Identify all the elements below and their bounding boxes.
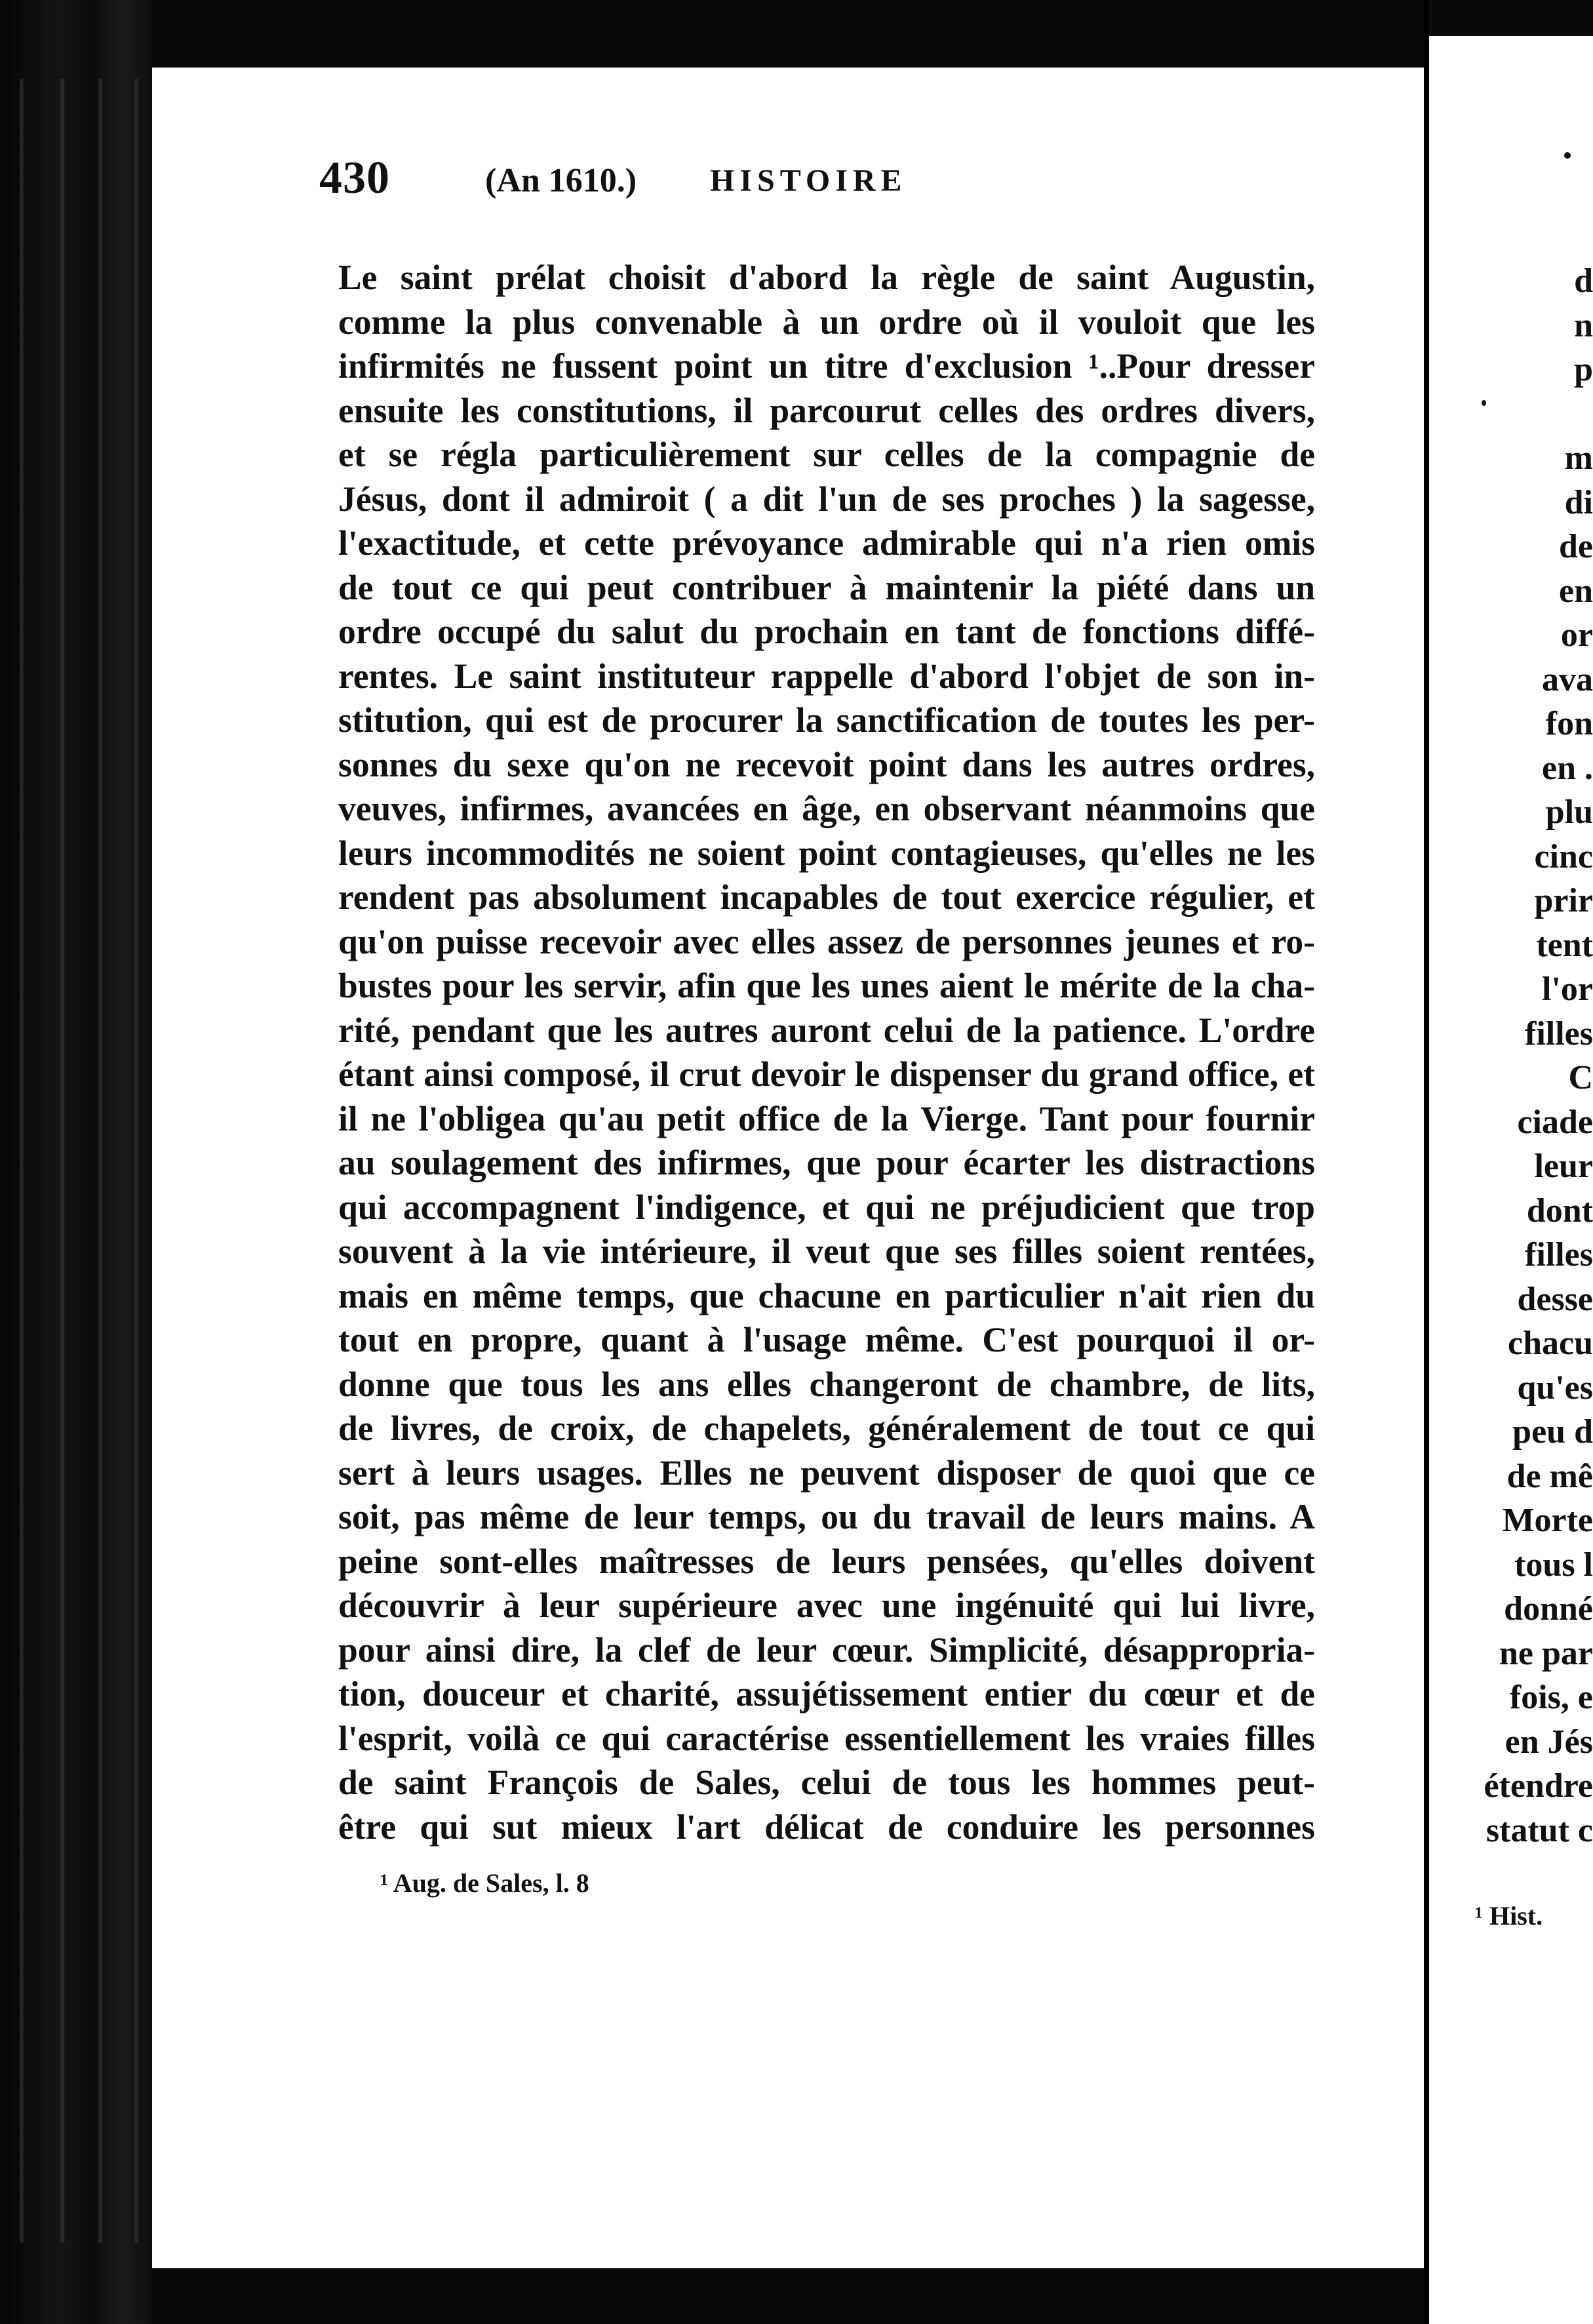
binding-streak: [98, 79, 102, 2243]
text-line: infirmités ne fussent point un titre d'exclusion ¹..Pour dresser: [338, 346, 1315, 386]
right-page-line: filles: [1525, 1236, 1593, 1273]
right-page-line: ciade: [1517, 1103, 1593, 1141]
text-line: il ne l'obligea qu'au petit office de la Vierge. Tant pour fournir: [338, 1098, 1315, 1138]
running-title: HISTOIRE: [710, 163, 907, 198]
ink-speck: [1564, 152, 1571, 159]
text-line: donne que tous les ans elles changeront de chambre, de lits,: [338, 1364, 1315, 1404]
text-line: découvrir à leur supérieure avec une ingénuité qui lui livre,: [338, 1586, 1315, 1625]
text-line: leurs incommodités ne soient point contagieuses, qu'elles ne les: [338, 833, 1315, 873]
page-gutter: [1424, 0, 1429, 2324]
right-page-line: [1429, 392, 1593, 437]
text-line: veuves, infirmes, avancées en âge, en observant néanmoins que: [338, 789, 1315, 828]
text-line: rendent pas absolument incapables de tout exercice régulier, et: [338, 877, 1315, 917]
right-book-page: [1429, 36, 1593, 2324]
text-line: comme la plus convenable à un ordre où il vouloit que les: [338, 302, 1315, 342]
binding-streak: [20, 79, 24, 2243]
right-page-line: cinc: [1534, 837, 1593, 875]
text-line: tout en propre, quant à l'usage même. C'est pourquoi il or-: [338, 1320, 1315, 1359]
right-page-line: d: [1574, 262, 1593, 300]
text-line: soit, pas même de leur temps, ou du travail de leurs mains. A: [338, 1497, 1315, 1536]
text-line: pour ainsi dire, la clef de leur cœur. Simplicité, désappropria-: [338, 1630, 1315, 1670]
right-page-line: plu: [1545, 793, 1593, 831]
right-page-line: tous l: [1514, 1546, 1593, 1584]
right-page-line: or: [1560, 616, 1593, 654]
text-line: peine sont-elles maîtresses de leurs pensées, qu'elles doivent: [338, 1541, 1315, 1581]
book-binding-edge: [0, 0, 152, 2324]
text-line: sonnes du sexe qu'on ne recevoit point dans les autres ordres,: [338, 744, 1315, 784]
right-page-line: di: [1564, 483, 1593, 521]
text-line: bustes pour les servir, afin que les unes aient le mérite de la cha-: [338, 966, 1315, 1005]
text-line: souvent à la vie intérieure, il veut que ses filles soient rentées,: [338, 1232, 1315, 1271]
right-page-line: fois, e: [1509, 1679, 1593, 1716]
text-line: ordre occupé du salut du prochain en tant de fonctions diffé-: [338, 612, 1315, 651]
right-page-line: m: [1564, 439, 1593, 477]
right-page-line: ne par: [1499, 1634, 1593, 1672]
text-line: qu'on puisse recevoir avec elles assez de personnes jeunes et ro-: [338, 921, 1315, 961]
text-line: rité, pendant que les autres auront celui de la patience. L'ordre: [338, 1010, 1315, 1050]
text-line: de tout ce qui peut contribuer à maintenir la piété dans un: [338, 567, 1315, 607]
footnote: ¹ Aug. de Sales, l. 8: [380, 1868, 589, 1898]
page-number: 430: [319, 153, 390, 203]
binding-streak: [134, 79, 138, 2243]
text-line: de livres, de croix, de chapelets, généralement de tout ce qui: [338, 1409, 1315, 1448]
right-page-line: Morte: [1502, 1502, 1593, 1539]
right-page-line: leur: [1534, 1148, 1593, 1185]
right-page-line: de: [1559, 528, 1593, 565]
text-line: ensuite les constitutions, il parcourut celles des ordres divers,: [338, 390, 1315, 430]
year-marker: (An 1610.): [485, 162, 637, 199]
text-line: étant ainsi composé, il crut devoir le dispenser du grand office, et: [338, 1054, 1315, 1094]
right-page-line: C: [1568, 1059, 1593, 1096]
text-line: stitution, qui est de procurer la sanctification de toutes les per-: [338, 700, 1315, 740]
right-page-line: peu d: [1512, 1413, 1593, 1451]
text-line: et se régla particulièrement sur celles de la compagnie de: [338, 435, 1315, 474]
right-page-line: l'or: [1542, 971, 1593, 1008]
right-page-line: ava: [1542, 660, 1593, 698]
right-page-line: p: [1574, 351, 1593, 388]
text-line: au soulagement des infirmes, que pour écarter les distractions: [338, 1143, 1315, 1182]
text-line: rentes. Le saint instituteur rappelle d'abord l'objet de son in-: [338, 656, 1315, 696]
right-page-line: étendre: [1484, 1767, 1593, 1805]
right-page-line: en Jés: [1504, 1723, 1593, 1761]
text-line: être qui sut mieux l'art délicat de conduire les personnes: [338, 1807, 1315, 1847]
right-page-line: en .: [1542, 749, 1593, 787]
right-page-line: dont: [1526, 1192, 1593, 1230]
right-page-text: [1429, 259, 1593, 1853]
right-page-footnote: ¹ Hist.: [1475, 1901, 1543, 1931]
ink-speck: [1482, 400, 1486, 406]
text-line: tion, douceur et charité, assujétissement entier du cœur et de: [338, 1674, 1315, 1713]
right-page-line: n: [1574, 306, 1593, 344]
right-page-line: qu'es: [1517, 1369, 1593, 1407]
text-line: de saint François de Sales, celui de tous les hommes peut-: [338, 1763, 1315, 1802]
right-page-line: prir: [1534, 882, 1593, 919]
binding-streak: [60, 79, 64, 2243]
right-page-line: en: [1559, 572, 1593, 610]
page-header: [319, 152, 1342, 231]
body-text: [338, 256, 1315, 1849]
text-line: sert à leurs usages. Elles ne peuvent disposer de quoi que ce: [338, 1452, 1315, 1493]
right-page-line: fon: [1545, 705, 1593, 742]
right-page-line: tent: [1536, 926, 1593, 964]
right-page-line: statut c: [1485, 1811, 1593, 1849]
text-line: l'esprit, voilà ce qui caractérise essentiellement les vraies filles: [338, 1718, 1315, 1758]
right-page-line: donné: [1504, 1590, 1593, 1628]
right-page-line: chacu: [1508, 1325, 1593, 1362]
text-line: qui accompagnent l'indigence, et qui ne préjudicient que trop: [338, 1187, 1315, 1227]
text-line: mais en même temps, que chacune en particulier n'ait rien du: [338, 1275, 1315, 1315]
right-page-line: desse: [1517, 1280, 1593, 1318]
text-line: Le saint prélat choisit d'abord la règle de saint Augustin,: [338, 258, 1315, 297]
text-line: Jésus, dont il admiroit ( a dit l'un de ses proches ) la sagesse,: [338, 479, 1315, 519]
right-page-line: filles: [1525, 1014, 1593, 1052]
text-line: l'exactitude, et cette prévoyance admirable qui n'a rien omis: [338, 523, 1315, 563]
right-page-line: de mê: [1506, 1457, 1593, 1495]
